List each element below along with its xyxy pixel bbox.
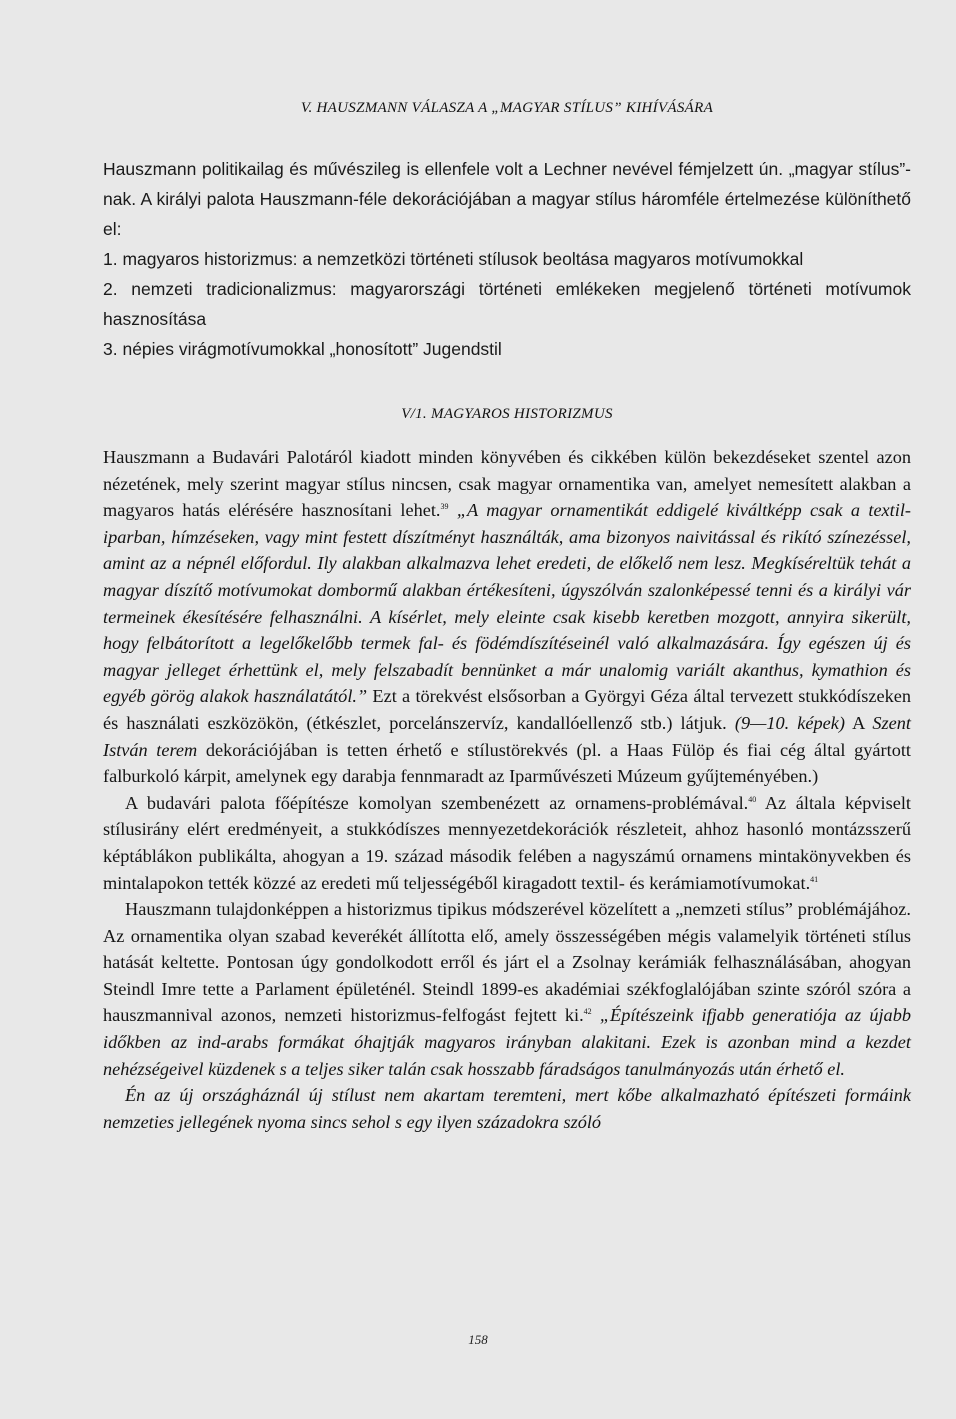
paragraph-1-text-c: A (845, 712, 873, 733)
paragraph-1 (103, 444, 911, 790)
intro-block (103, 154, 911, 364)
list-item-2: 2. nemzeti tradicionalizmus: magyarországi történeti emlékeken megjelenő történeti motívumok hasznosítása (103, 279, 911, 329)
footnote-ref-40: 40 (748, 794, 757, 804)
paragraph-2-text-b: Az általa képviselt stílusirány elért eredményeit, a stukkódíszes mennyezetdekorációk részleteit, ahhoz hasonló montázsszerű képtáblákon publikálta, ahogyan a 19. század második felében a nagyszámú ornamens mintakönyvekben és mintalapokon tették közzé az eredeti mű teljességéből kiragadott textil- és kerámiamotívumokat. (103, 792, 911, 893)
list-item-3: 3. népies virágmotívumokkal „honosított” Jugendstil (103, 339, 502, 359)
footnote-ref-42: 42 (583, 1007, 592, 1017)
body-text (103, 444, 911, 1135)
page-number: 158 (468, 1332, 488, 1347)
list-item-1: 1. magyaros historizmus: a nemzetközi történeti stílusok beoltása magyaros motívumokkal (103, 249, 804, 269)
figure-reference: (9—10. képek) (734, 712, 845, 733)
chapter-heading: V. HAUSZMANN VÁLASZA A „MAGYAR STÍLUS” KIHÍVÁSÁRA (300, 100, 714, 116)
page-content (103, 98, 911, 1135)
paragraph-2-text-a: A budavári palota főépítésze komolyan szembenézett az ornamens-problémával. (125, 792, 749, 813)
paragraph-3 (103, 896, 911, 1082)
section-heading: V/1. MAGYAROS HISTORIZMUS (401, 406, 613, 422)
paragraph-3-text-a: Hauszmann tulajdonképpen a historizmus tipikus módszerével közelített a „nemzeti stílus” problémájához. Az ornamentika olyan szabad keverékét állította elő, amely összességében mégis valamelyik történeti stílus hatását keltette. Pontosan úgy gondolkodott erről és járt el a Zsolnay kerámiák felhasználásában, ahogyan Steindl Imre tette a Parlament épületénél. Steindl 1899-es akadémiai székfoglalójában szinte szóról szóra a hauszmannival azonos, nemzeti historizmus-felfogást fejtett ki. (103, 899, 911, 1026)
steindl-quote: „Építészeink ifjabb generatiója az újabb időkben az ind-arabs formákat óhajtják magyaros irányban alakitani. Ezek is azonban mind a kezdet nehézségeivel küzdenek s a teljes siker talán csak hosszabb fáradságos tanulmányozás után érhető el. (103, 1005, 911, 1079)
paragraph-2 (103, 790, 911, 896)
paragraph-1-text-d: dekorációjában is tetten érhető e stílustörekvés (pl. a Haas Fülöp és fiai cég által gyártott falburkoló kárpit, amelynek egy darabja fennmaradt az Iparművészeti Múzeum gyűjteményében.) (103, 739, 911, 787)
footnote-ref-39: 39 (440, 502, 449, 512)
paragraph-1-text-b: Ezt a törekvést elsősorban a Györgyi Géza által tervezett stukkódíszeken és használati eszközökön, (étkészlet, porcelánszervíz, kandallóellenző stb.) látjuk. (103, 686, 911, 733)
room-name: Szent István terem (103, 712, 911, 760)
paragraph-4: Én az új országháznál új stílust nem akartam teremteni, mert kőbe alkalmazható építészeti formáink nemzeties jellegének nyoma sincs sehol s egy ilyen századokra szóló (103, 1085, 911, 1132)
paragraph-1-text-a: Hauszmann a Budavári Palotáról kiadott minden könyvében és cikkében külön bekezdéseket szentel azon nézetének, mely szerint magyar stílus nincsen, csak magyar ornamentika van, amelyet nemesített alakban a magyaros hatás elérésére hasznosítani lehet. (103, 447, 911, 521)
footnote-ref-41: 41 (810, 874, 819, 884)
hauszmann-quote: „A magyar ornamentikát eddigelé kiváltképp csak a textil-iparban, hímzéseken, vagy mint festett díszítményt használták, ama bizonyos naivitással és rikító színezéssel, amint az a népnél előfordul. Ily alakban alkalmazva lehet eredeti, de előkelő nem lesz. Megkíséreltük tehát a magyar díszítő motívumokat dombormű alakban értékesíteni, úgyszólván szalonképessé tenni és a királyi vár termeinek ékesítésére felhasználni. A kísérlet, mely eleinte csak kisebb keretben mozgott, annyira sikerült, hogy felbátorított a legelőkelőbb termek fal- és födémdíszítéseinél való alkalmazására. Így egészen új és magyar jelleget érhettünk el, mely felszabadít bennünket a már unalomig variált akanthus, kymathion és egyéb görög alakok használatától.” (103, 500, 911, 707)
intro-paragraph: Hauszmann politikailag és művészileg is ellenfele volt a Lechner nevével fémjelzett ún. „magyar stílus”-nak. A királyi palota Hauszmann-féle dekorációjában a magyar stílus háromféle értelmezése különíthető el: (103, 159, 911, 239)
